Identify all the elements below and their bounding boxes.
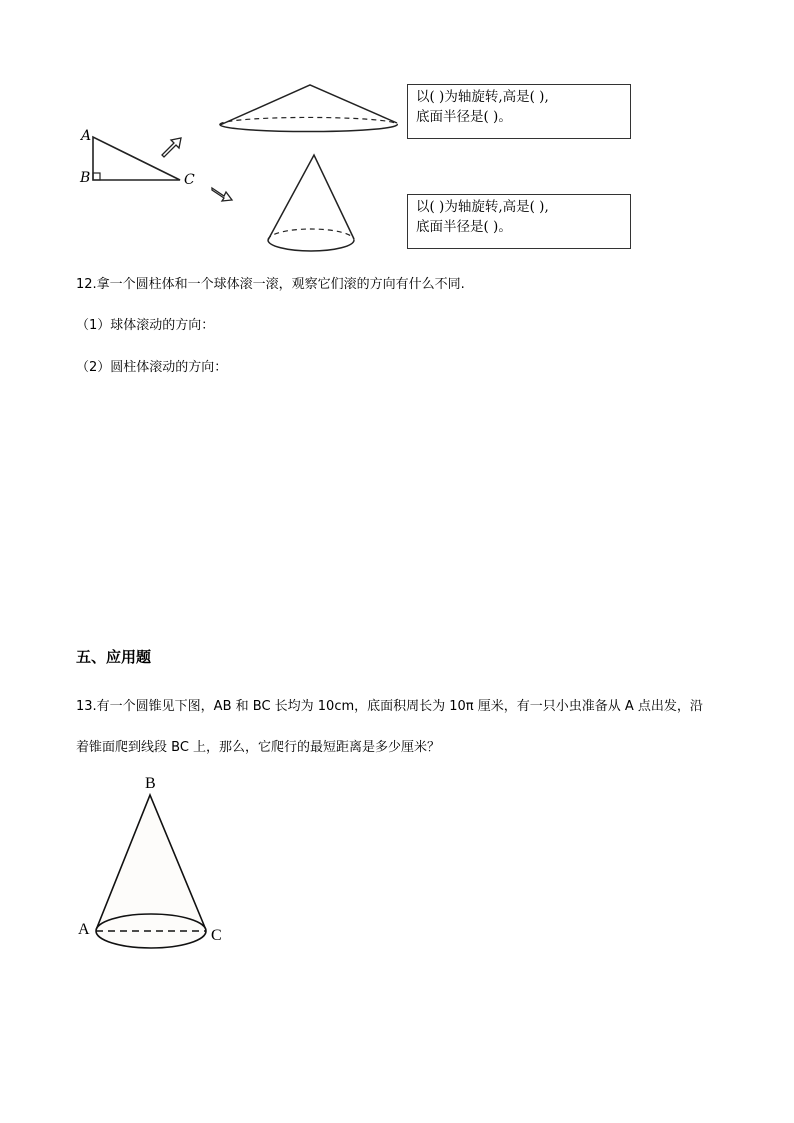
section-title: 五、应用题 — [76, 648, 152, 666]
label-apex-b: B — [145, 775, 156, 792]
label-c: C — [184, 172, 195, 188]
box-top-line2: 底面半径是( )。 — [416, 109, 512, 125]
q12-part2: （2）圆柱体滚动的方向： — [76, 360, 228, 375]
q12-question: 12.拿一个圆柱体和一个球体滚一滚，观察它们滚的方向有什么不同. — [76, 277, 465, 292]
label-point-a: A — [78, 921, 90, 938]
box-bottom-line2: 底面半径是( )。 — [416, 219, 512, 235]
box-bottom-line1: 以( )为轴旋转,高是( ), — [416, 199, 549, 215]
q12-part1: （1）球体滚动的方向： — [76, 318, 215, 333]
q13-line2: 着锥面爬到线段 BC 上，那么，它爬行的最短距离是多少厘米？ — [76, 740, 441, 755]
label-a: A — [81, 128, 92, 144]
box-top-line1: 以( )为轴旋转,高是( ), — [416, 89, 549, 105]
label-b: B — [80, 170, 91, 186]
label-point-c: C — [211, 927, 222, 944]
q13-line1: 13.有一个圆锥见下图，AB 和 BC 长均为 10cm，底面积周长为 10π 厘米，有一只小虫准备从 A 点出发，沿 — [76, 699, 703, 714]
